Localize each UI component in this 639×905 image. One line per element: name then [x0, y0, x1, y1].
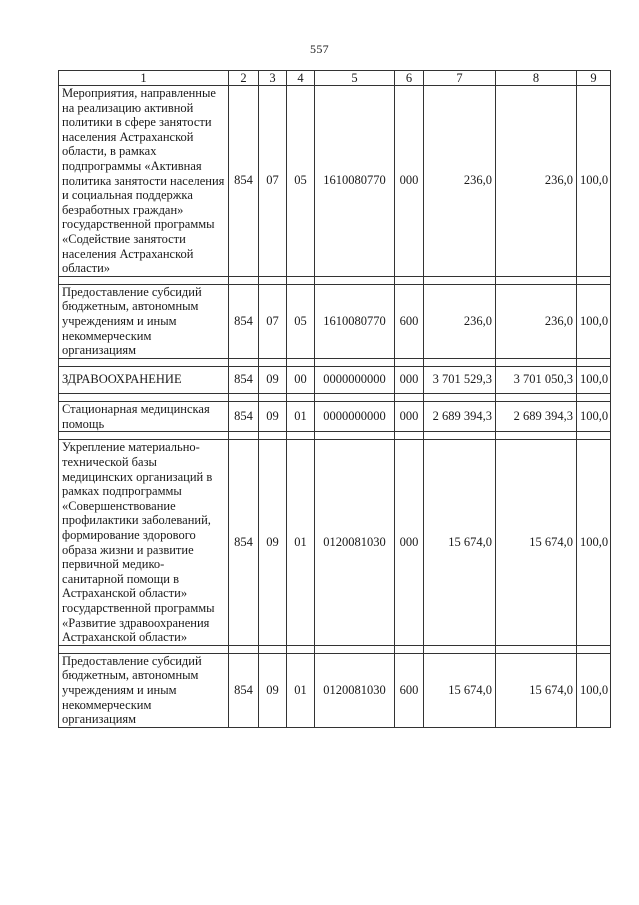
cell-target-article: 0120081030: [315, 440, 395, 645]
row-name: Стационарная медицинская помощь: [59, 402, 229, 432]
cell-admin-code: 854: [229, 284, 259, 358]
cell-admin-code: 854: [229, 366, 259, 394]
header-cell: 5: [315, 71, 395, 86]
cell-section: 09: [259, 366, 287, 394]
budget-table: [58, 70, 611, 728]
cell-planned: 15 674,0: [424, 653, 496, 727]
cell-subsection: 01: [287, 402, 315, 432]
cell-planned: 236,0: [424, 284, 496, 358]
row-name: ЗДРАВООХРАНЕНИЕ: [59, 366, 229, 394]
table-row: [59, 440, 611, 645]
cell-admin-code: 854: [229, 86, 259, 277]
cell-target-article: 1610080770: [315, 284, 395, 358]
cell-subsection: 05: [287, 86, 315, 277]
table-row: [59, 653, 611, 727]
header-cell: 9: [577, 71, 611, 86]
cell-section: 07: [259, 284, 287, 358]
cell-percent: 100,0: [577, 366, 611, 394]
cell-admin-code: 854: [229, 402, 259, 432]
row-spacer: [59, 394, 611, 402]
cell-expense-type: 000: [395, 440, 424, 645]
cell-percent: 100,0: [577, 284, 611, 358]
row-spacer: [59, 276, 611, 284]
cell-planned: 15 674,0: [424, 440, 496, 645]
row-name: Мероприятия, направленные на реализацию активной политики в сфере занятости населения Астраханской области, в рамках подпрограммы «Активная политика занятости населения и социальная поддержка безработных граждан» государственной программы «Содействие занятости населения Астраханской области»: [59, 86, 229, 277]
header-cell: 1: [59, 71, 229, 86]
cell-expense-type: 600: [395, 284, 424, 358]
header-cell: 6: [395, 71, 424, 86]
cell-section: 09: [259, 440, 287, 645]
header-cell: 8: [496, 71, 577, 86]
cell-percent: 100,0: [577, 440, 611, 645]
header-cell: 2: [229, 71, 259, 86]
cell-planned: 2 689 394,3: [424, 402, 496, 432]
cell-planned: 236,0: [424, 86, 496, 277]
cell-section: 09: [259, 653, 287, 727]
cell-expense-type: 600: [395, 653, 424, 727]
row-spacer: [59, 645, 611, 653]
cell-executed: 3 701 050,3: [496, 366, 577, 394]
row-name: Предоставление субсидий бюджетным, автономным учреждениям и иным некоммерческим организациям: [59, 653, 229, 727]
cell-target-article: 0000000000: [315, 366, 395, 394]
row-name: Предоставление субсидий бюджетным, автономным учреждениям и иным некоммерческим организациям: [59, 284, 229, 358]
header-cell: 7: [424, 71, 496, 86]
cell-expense-type: 000: [395, 86, 424, 277]
table-row: [59, 402, 611, 432]
cell-section: 07: [259, 86, 287, 277]
cell-target-article: 0000000000: [315, 402, 395, 432]
cell-admin-code: 854: [229, 440, 259, 645]
cell-expense-type: 000: [395, 366, 424, 394]
cell-executed: 15 674,0: [496, 653, 577, 727]
cell-target-article: 0120081030: [315, 653, 395, 727]
cell-admin-code: 854: [229, 653, 259, 727]
table-row: [59, 366, 611, 394]
header-row: [59, 71, 611, 86]
cell-subsection: 01: [287, 440, 315, 645]
cell-executed: 236,0: [496, 86, 577, 277]
header-cell: 4: [287, 71, 315, 86]
cell-subsection: 01: [287, 653, 315, 727]
row-spacer: [59, 358, 611, 366]
cell-percent: 100,0: [577, 653, 611, 727]
row-name: Укрепление материально-технической базы медицинских организаций в рамках подпрограммы «Совершенствование профилактики заболеваний, формирование здорового образа жизни и развитие первичной медико-санитарной помощи в Астраханской области» государственной программы «Развитие здравоохранения Астраханской области»: [59, 440, 229, 645]
header-cell: 3: [259, 71, 287, 86]
cell-planned: 3 701 529,3: [424, 366, 496, 394]
cell-subsection: 00: [287, 366, 315, 394]
cell-subsection: 05: [287, 284, 315, 358]
row-spacer: [59, 432, 611, 440]
cell-executed: 2 689 394,3: [496, 402, 577, 432]
table-row: [59, 284, 611, 358]
page-number: 557: [310, 42, 329, 56]
cell-percent: 100,0: [577, 402, 611, 432]
table-row: [59, 86, 611, 277]
cell-section: 09: [259, 402, 287, 432]
cell-executed: 236,0: [496, 284, 577, 358]
cell-expense-type: 000: [395, 402, 424, 432]
cell-executed: 15 674,0: [496, 440, 577, 645]
cell-target-article: 1610080770: [315, 86, 395, 277]
cell-percent: 100,0: [577, 86, 611, 277]
